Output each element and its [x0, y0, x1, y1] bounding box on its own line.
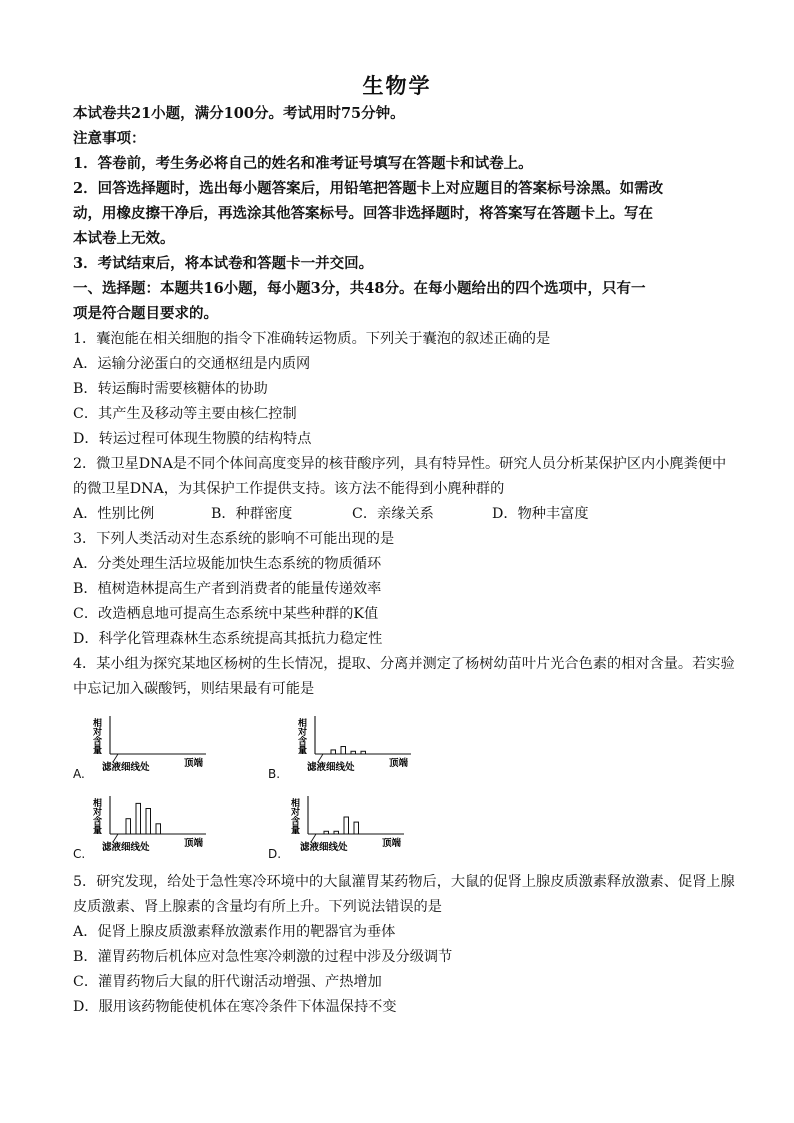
pigment-bar — [351, 751, 356, 754]
note-line: 2．回答选择题时，选出每小题答案后，用铅笔把答题卡上对应题目的答案标号涂黑。如需改 — [73, 180, 664, 197]
chart-option-c — [88, 792, 228, 860]
pigment-bar — [156, 824, 161, 834]
y-axis-label: 相对含量 — [91, 718, 101, 754]
chart-option-d — [286, 792, 426, 860]
pigment-bar — [344, 817, 349, 834]
question-3-option-d: D．科学化管理森林生态系统提高其抵抗力稳定性 — [73, 631, 383, 647]
origin-pointer — [318, 754, 323, 762]
origin-pointer — [113, 834, 118, 842]
pigment-bar — [324, 831, 329, 834]
pigment-bar — [136, 803, 141, 834]
y-axis-label: 相对含量 — [289, 798, 299, 834]
question-2-option-c: C．亲缘关系 — [352, 506, 434, 522]
chart-option-c-letter: C. — [73, 847, 86, 861]
chart-option-b-letter: B. — [268, 767, 281, 781]
pigment-bar — [361, 751, 366, 754]
question-1-option-d: D．转运过程可体现生物膜的结构特点 — [73, 431, 312, 447]
pigment-bar — [146, 809, 151, 835]
chart-option-b — [293, 712, 433, 780]
note-line: 本试卷上无效。 — [73, 230, 175, 247]
note-line: 动，用橡皮擦干净后，再选涂其他答案标号。回答非选择题时，将答案写在答题卡上。写在 — [73, 205, 653, 222]
x-axis-label-top: 顶端 — [184, 838, 204, 849]
y-axis-label: 相对含量 — [91, 798, 101, 834]
question-3-option-a: A．分类处理生活垃圾能加快生态系统的物质循环 — [73, 556, 382, 572]
x-axis-label-origin: 滤液细线处 — [300, 842, 348, 853]
question-1-option-a: A．运输分泌蛋白的交通枢纽是内质网 — [73, 356, 311, 372]
x-axis-label-top: 顶端 — [389, 758, 409, 769]
exam-intro: 本试卷共21小题，满分100分。考试用时75分钟。 — [73, 105, 405, 122]
x-axis-label-origin: 滤液细线处 — [102, 762, 150, 773]
question-5-stem: 5．研究发现，给处于急性寒冷环境中的大鼠灌胃某药物后，大鼠的促肾上腺皮质激素释放激素、促肾上腺 — [73, 874, 735, 890]
pigment-bar — [126, 819, 131, 834]
question-2-option-b: B．种群密度 — [211, 506, 293, 522]
page-title: 生物学 — [362, 73, 432, 98]
chart-option-a-letter: A. — [73, 767, 85, 781]
question-1-option-c: C．其产生及移动等主要由核仁控制 — [73, 406, 297, 422]
pigment-bar — [334, 831, 339, 834]
question-5-option-a: A．促肾上腺皮质激素释放激素作用的靶器官为垂体 — [73, 924, 396, 940]
note-line: 1．答卷前，考生务必将自己的姓名和准考证号填写在答题卡和试卷上。 — [73, 155, 533, 172]
question-5-option-c: C．灌胃药物后大鼠的肝代谢活动增强、产热增加 — [73, 974, 382, 990]
question-1-option-b: B．转运酶时需要核糖体的协助 — [73, 381, 268, 397]
question-5-stem: 皮质激素、肾上腺素的含量均有所上升。下列说法错误的是 — [73, 899, 442, 915]
pigment-bar — [354, 822, 359, 834]
y-axis-label: 相对含量 — [296, 718, 306, 754]
question-3-option-b: B．植树造林提高生产者到消费者的能量传递效率 — [73, 581, 382, 597]
pigment-bar — [331, 750, 336, 754]
question-4-stem: 中忘记加入碳酸钙，则结果最有可能是 — [73, 681, 315, 697]
origin-pointer — [113, 754, 118, 762]
chart-option-a — [88, 712, 228, 780]
notes-heading: 注意事项： — [73, 130, 146, 147]
x-axis-label-origin: 滤液细线处 — [102, 842, 150, 853]
question-1-stem: 1．囊泡能在相关细胞的指令下准确转运物质。下列关于囊泡的叙述正确的是 — [73, 331, 551, 347]
section-heading: 一、选择题：本题共16小题，每小题3分，共48分。在每小题给出的四个选项中，只有一 — [73, 280, 646, 297]
question-2-stem: 2．微卫星DNA是不同个体间高度变异的核苷酸序列，具有特异性。研究人员分析某保护区内小麂粪便中 — [73, 456, 727, 472]
x-axis-label-top: 顶端 — [382, 838, 402, 849]
pigment-bar — [341, 747, 346, 754]
question-4-stem: 4．某小组为探究某地区杨树的生长情况，提取、分离并测定了杨树幼苗叶片光合色素的相对含量。若实验 — [73, 656, 735, 672]
x-axis-label-origin: 滤液细线处 — [307, 762, 355, 773]
question-2-stem: 的微卫星DNA，为其保护工作提供支持。该方法不能得到小麂种群的 — [73, 481, 505, 497]
question-3-stem: 3．下列人类活动对生态系统的影响不可能出现的是 — [73, 531, 395, 547]
question-2-option-a: A．性别比例 — [73, 506, 155, 522]
origin-pointer — [311, 834, 316, 842]
section-heading: 项是符合题目要求的。 — [73, 305, 218, 322]
note-line: 3．考试结束后，将本试卷和答题卡一并交回。 — [73, 255, 374, 272]
chart-option-d-letter: D. — [268, 847, 282, 861]
question-5-option-d: D．服用该药物能使机体在寒冷条件下体温保持不变 — [73, 999, 397, 1015]
question-3-option-c: C．改造栖息地可提高生态系统中某些种群的K值 — [73, 606, 379, 622]
x-axis-label-top: 顶端 — [184, 758, 204, 769]
question-5-option-b: B．灌胃药物后机体应对急性寒冷刺激的过程中涉及分级调节 — [73, 949, 453, 965]
question-2-option-d: D．物种丰富度 — [492, 506, 589, 522]
